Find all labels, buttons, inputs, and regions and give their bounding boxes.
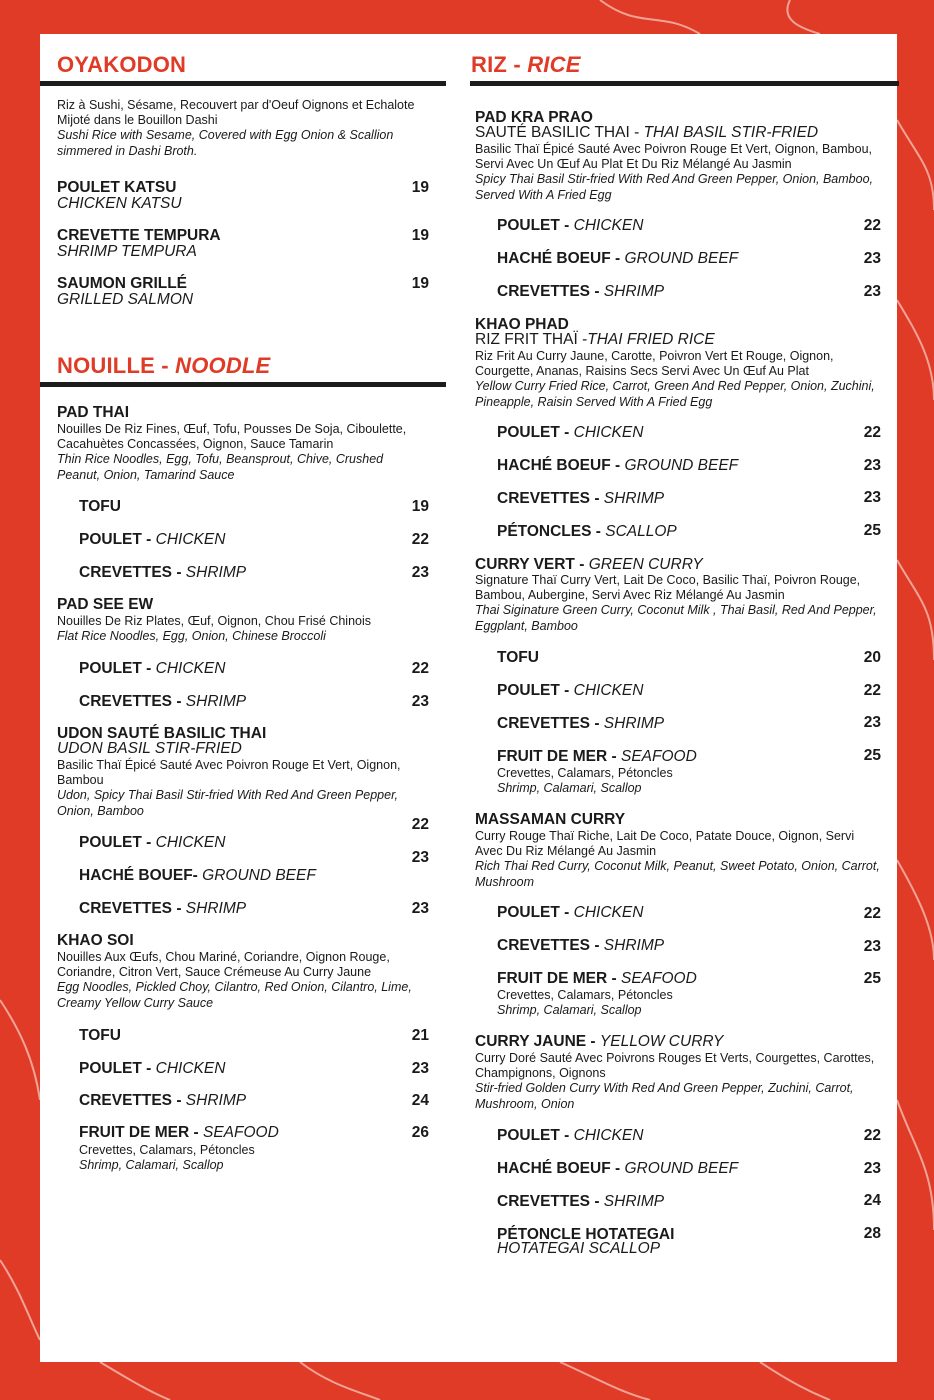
option-price: 23	[863, 1160, 881, 1177]
option-fr: CREVETTES -	[79, 900, 186, 917]
option-price: 23	[411, 849, 429, 866]
dish-description	[57, 422, 429, 483]
option-sub: HOTATEGAI SCALLOP	[497, 1240, 661, 1257]
option-description	[79, 1143, 429, 1173]
section-rule	[470, 81, 899, 86]
dish-description	[475, 349, 881, 410]
description-en: Egg Noodles, Pickled Choy, Cilantro, Red Onion, Cilantro, Lime, Creamy Yellow Curry Sauce	[57, 980, 412, 1010]
option-row	[497, 682, 881, 700]
description-en: Sushi Rice with Sesame, Covered with Egg Onion & Scallion simmered in Dashi Broth.	[57, 128, 394, 158]
option-row	[79, 531, 429, 549]
option-en: SEAFOOD	[621, 970, 697, 987]
option-en: SHRIMP	[185, 900, 247, 917]
option-fr: HACHÉ BOEUF -	[497, 250, 625, 267]
option-fr: CREVETTES -	[497, 283, 604, 300]
description-fr: Riz Frit Au Curry Jaune, Carotte, Poivron Vert Et Rouge, Oignon, Courgette, Ananas, Raisins Secs Servi Avec Un Œuf Au Plat	[475, 349, 834, 379]
dish-name-en	[475, 125, 881, 141]
dish-name: PAD KRA PRAO	[475, 109, 593, 126]
item-price: 19	[411, 227, 429, 244]
sub-fr: SAUTÉ BASILIC THAI -	[475, 124, 644, 141]
item-price: 19	[411, 275, 429, 292]
option-row	[497, 748, 881, 766]
option-price: 22	[863, 1127, 881, 1144]
option-row	[497, 490, 881, 508]
description-en: Udon, Spicy Thai Basil Stir-fried With Red And Green Pepper, Onion, Bamboo	[57, 788, 399, 818]
option-en: CHICKEN	[573, 217, 644, 234]
option-price: 22	[863, 905, 881, 922]
option-price: 23	[411, 1060, 429, 1077]
menu-item	[57, 276, 429, 308]
dish-name-en	[475, 332, 881, 348]
dish-name: PAD SEE EW	[57, 596, 154, 613]
option-price: 23	[411, 900, 429, 917]
menu-card	[40, 34, 897, 1362]
item-name-en: SHRIMP TEMPURA	[57, 243, 197, 260]
item-name-en: CHICKEN KATSU	[57, 195, 182, 212]
description-fr: Nouilles Aux Œufs, Chou Mariné, Coriandre, Oignon Rouge, Coriandre, Citron Vert, Sauce Crémeuse Au Curry Jaune	[57, 950, 390, 980]
option-price: 23	[411, 693, 429, 710]
dish-name	[475, 1033, 881, 1051]
option-row	[79, 1124, 429, 1142]
option-en: SEAFOOD	[203, 1124, 279, 1141]
option-row	[497, 904, 881, 922]
option-row	[497, 1193, 881, 1211]
option-fr: CREVETTES -	[497, 715, 604, 732]
option-fr: HACHÉ BOEUF -	[497, 457, 625, 474]
option-fr: CREVETTES -	[497, 1193, 604, 1210]
option-row	[497, 649, 881, 667]
description-fr: Curry Rouge Thaï Riche, Lait De Coco, Patate Douce, Oignon, Servi Avec Du Riz Mélangé Au Jasmin	[475, 829, 855, 859]
option-row	[497, 250, 881, 268]
option-row	[79, 498, 429, 516]
option-fr: POULET -	[497, 424, 574, 441]
description-fr: Signature Thaï Curry Vert, Lait De Coco, Basilic Thaï, Poivron Rouge, Bambou, Aubergine, Servi Avec Riz Mélangé Au Jasmin	[475, 573, 861, 603]
option-row	[79, 660, 429, 678]
dish-name-fr: CURRY JAUNE -	[475, 1033, 600, 1050]
dish-description	[475, 142, 881, 203]
option-fr: POULET -	[497, 904, 574, 921]
option-en: SCALLOP	[605, 523, 677, 540]
option-fr: CREVETTES -	[79, 1092, 186, 1109]
option-row	[79, 693, 429, 711]
title-en: NOODLE	[175, 353, 271, 378]
option-fr: PÉTONCLE HOTATEGAI	[497, 1226, 675, 1243]
item-name-en: GRILLED SALMON	[57, 291, 194, 308]
option-en: CHICKEN	[573, 1127, 644, 1144]
item-name: POULET KATSU	[57, 179, 177, 196]
option-price: 22	[863, 682, 881, 699]
option-en: CHICKEN	[573, 682, 644, 699]
sub-en: THAI BASIL STIR-FRIED	[643, 124, 819, 141]
option-row	[79, 834, 429, 852]
option-row	[497, 523, 881, 541]
option-row	[497, 283, 881, 301]
description-fr: Riz à Sushi, Sésame, Recouvert par d'Oeuf Oignons et Echalote Mijoté dans le Bouillon Dashi	[57, 98, 415, 128]
description-en: Thin Rice Noodles, Egg, Tofu, Beansprout, Chive, Crushed Peanut, Onion, Tamarind Sauce	[57, 452, 384, 482]
option-en: CHICKEN	[155, 834, 226, 851]
description-fr: Crevettes, Calamars, Pétoncles	[79, 1143, 255, 1157]
menu-item	[57, 180, 429, 212]
description-en: Thai Siginature Green Curry, Coconut Milk , Thai Basil, Red And Pepper, Eggplant, Bamboo	[475, 603, 877, 633]
option-en: GROUND BEEF	[624, 250, 739, 267]
option-row	[497, 715, 881, 733]
option-en: SHRIMP	[185, 693, 247, 710]
option-fr: POULET -	[497, 1127, 574, 1144]
rice-title	[471, 52, 881, 78]
description-en: Spicy Thai Basil Stir-fried With Red And Green Pepper, Onion, Bamboo, Served With A Fried Egg	[475, 172, 873, 202]
item-price: 19	[411, 179, 429, 196]
dish-name-en: YELLOW CURRY	[599, 1033, 724, 1050]
option-price: 28	[863, 1225, 881, 1242]
option-fr: HACHÉ BOUEF-	[79, 867, 203, 884]
option-en: SHRIMP	[603, 937, 665, 954]
option-en: SHRIMP	[603, 490, 665, 507]
option-price: 25	[863, 522, 881, 539]
option-en: SHRIMP	[185, 1092, 247, 1109]
dish-name: KHAO SOI	[57, 932, 134, 949]
dish-name: KHAO PHAD	[475, 316, 569, 333]
sub-en: THAI FRIED RICE	[587, 331, 715, 348]
description-en: Flat Rice Noodles, Egg, Onion, Chinese Broccoli	[57, 629, 326, 644]
option-fr: FRUIT DE MER -	[79, 1124, 203, 1141]
option-row	[79, 900, 429, 918]
option-fr: FRUIT DE MER -	[497, 748, 621, 765]
option-row	[79, 1060, 429, 1078]
item-name: CREVETTE TEMPURA	[57, 227, 221, 244]
option-en: SEAFOOD	[621, 748, 697, 765]
description-en: Yellow Curry Fried Rice, Carrot, Green And Red Pepper, Onion, Zuchini, Pineapple, Raisin Served With A Fried Egg	[475, 379, 875, 409]
dish-name-en: GREEN CURRY	[588, 556, 703, 573]
option-price: 23	[863, 714, 881, 731]
option-en: CHICKEN	[155, 531, 226, 548]
description-fr: Nouilles De Riz Plates, Œuf, Oignon, Chou Frisé Chinois	[57, 614, 372, 628]
description-fr: Curry Doré Sauté Avec Poivrons Rouges Et Verts, Courgettes, Carottes, Champignons, Oignons	[475, 1051, 875, 1081]
option-fr: HACHÉ BOEUF -	[497, 1160, 625, 1177]
description-en: Shrimp, Calamari, Scallop	[497, 1003, 642, 1018]
option-price: 23	[863, 489, 881, 506]
menu-item	[57, 228, 429, 260]
option-price: 23	[863, 938, 881, 955]
oyakodon-title: OYAKODON	[57, 52, 187, 77]
option-row	[497, 424, 881, 442]
option-row	[79, 1092, 429, 1110]
item-name: SAUMON GRILLÉ	[57, 275, 188, 292]
description-en: Stir-fried Golden Curry With Red And Green Pepper, Zuchini, Carrot, Mushroom, Onion	[475, 1081, 854, 1111]
option-fr: CREVETTES -	[497, 937, 604, 954]
dish-description	[475, 573, 881, 634]
dish-description	[475, 1051, 881, 1112]
dish-name-en: UDON BASIL STIR-FRIED	[57, 740, 242, 757]
description-fr: Crevettes, Calamars, Pétoncles	[497, 988, 673, 1002]
option-price: 22	[411, 531, 429, 548]
option-fr: POULET -	[497, 217, 574, 234]
option-fr: POULET -	[79, 1060, 156, 1077]
title-fr: NOUILLE -	[57, 353, 176, 378]
option-price: 22	[863, 424, 881, 441]
sub-fr: RIZ FRIT THAÏ -	[475, 331, 588, 348]
dish-description	[57, 758, 429, 819]
option-price: 24	[411, 1092, 429, 1109]
oyakodon-description	[57, 98, 429, 159]
option-price: 23	[863, 250, 881, 267]
option-price: 26	[411, 1124, 429, 1141]
section-rule	[40, 81, 446, 86]
option-en: SHRIMP	[603, 1193, 665, 1210]
option-en: GROUND BEEF	[624, 1160, 739, 1177]
option-en: CHICKEN	[573, 904, 644, 921]
option-en: SHRIMP	[603, 715, 665, 732]
description-en: Shrimp, Calamari, Scallop	[497, 781, 642, 796]
option-price: 22	[411, 816, 429, 833]
option-row	[497, 1160, 881, 1178]
option-row	[79, 564, 429, 582]
option-fr: CREVETTES -	[79, 564, 186, 581]
option-description	[497, 988, 881, 1018]
option-description	[497, 766, 881, 796]
option-price: 25	[863, 970, 881, 987]
option-row	[497, 970, 881, 988]
option-fr: FRUIT DE MER -	[497, 970, 621, 987]
option-row	[497, 457, 881, 475]
dish-name-fr: CURRY VERT -	[475, 556, 589, 573]
description-fr: Basilic Thaï Épicé Sauté Avec Poivron Rouge Et Vert, Oignon, Bambou	[57, 758, 401, 788]
option-fr: CREVETTES -	[497, 490, 604, 507]
option-row	[497, 937, 881, 955]
dish-description	[57, 950, 429, 1011]
option-fr: CREVETTES -	[79, 693, 186, 710]
option-fr: POULET -	[497, 682, 574, 699]
option-fr: POULET -	[79, 531, 156, 548]
option-row	[497, 1127, 881, 1145]
description-en: Rich Thai Red Curry, Coconut Milk, Peanut, Sweet Potato, Onion, Carrot, Mushroom	[475, 859, 880, 889]
option-price: 23	[863, 283, 881, 300]
option-row	[79, 867, 429, 885]
option-en: CHICKEN	[155, 1060, 226, 1077]
option-fr: POULET -	[79, 834, 156, 851]
dish-name: UDON SAUTÉ BASILIC THAI	[57, 725, 267, 742]
option-price: 21	[411, 1027, 429, 1044]
description-en: Shrimp, Calamari, Scallop	[79, 1158, 224, 1173]
description-fr: Basilic Thaï Épicé Sauté Avec Poivron Rouge Et Vert, Oignon, Bambou, Servi Avec Un Œuf Au Plat Et Du Riz Mélangé Au Jasmin	[475, 142, 872, 172]
option-row	[497, 217, 881, 235]
option-fr: TOFU	[79, 1027, 121, 1044]
option-en: GROUND BEEF	[624, 457, 739, 474]
option-en: SHRIMP	[185, 564, 247, 581]
noodle-title	[57, 353, 429, 379]
option-en: CHICKEN	[155, 660, 226, 677]
description-fr: Nouilles De Riz Fines, Œuf, Tofu, Pousses De Soja, Ciboulette, Cacahuètes Concassées, Oignon, Sauce Tamarin	[57, 422, 407, 452]
title-en: RICE	[527, 52, 581, 77]
option-en: GROUND BEEF	[202, 867, 316, 884]
option-price: 19	[411, 498, 429, 515]
option-price: 20	[863, 649, 881, 666]
option-price: 22	[863, 217, 881, 234]
option-price: 22	[411, 660, 429, 677]
option-price: 23	[411, 564, 429, 581]
dish-name: MASSAMAN CURRY	[475, 811, 626, 828]
title-fr: RIZ -	[471, 52, 528, 77]
section-rule	[40, 382, 446, 387]
option-price: 23	[863, 457, 881, 474]
option-en: CHICKEN	[573, 424, 644, 441]
option-price: 24	[863, 1192, 881, 1209]
option-en: SHRIMP	[603, 283, 665, 300]
option-fr: POULET -	[79, 660, 156, 677]
option-price: 25	[863, 747, 881, 764]
option-fr: TOFU	[79, 498, 121, 515]
option-row	[79, 1027, 429, 1045]
option-fr: PÉTONCLES -	[497, 523, 606, 540]
dish-name: PAD THAI	[57, 404, 130, 421]
dish-name	[475, 556, 881, 574]
dish-description	[475, 829, 881, 890]
description-fr: Crevettes, Calamars, Pétoncles	[497, 766, 673, 780]
option-fr: TOFU	[497, 649, 539, 666]
dish-description	[57, 614, 429, 644]
